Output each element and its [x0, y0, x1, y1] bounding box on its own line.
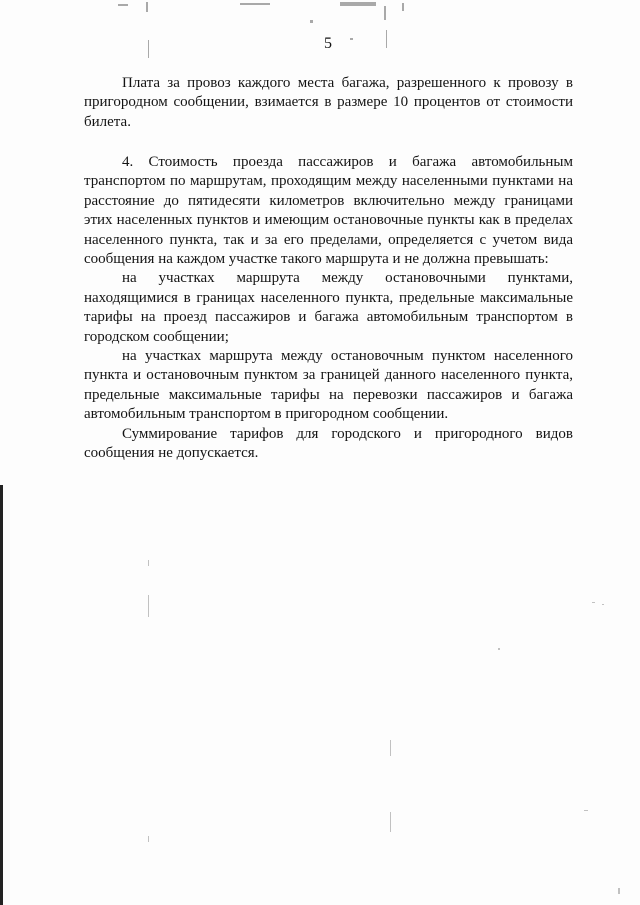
- scan-margin-bar: [0, 485, 3, 905]
- paragraph-urban-segments: на участках маршрута между остановочными пунктами, находящимися в границах населенного пункта, предельные максимальные тарифы на проезд пассажиров и багажа автомобильным транспортом в городском сообщении;: [84, 270, 573, 345]
- paragraph-baggage-fee: Плата за провоз каждого места багажа, разрешенного к провозу в пригородном сообщении, взимается в размере 10 процентов от стоимости билета.: [84, 75, 573, 130]
- paragraph-point-4: 4. Стоимость проезда пассажиров и багажа автомобильным транспортом по маршрутам, проходящим между населенными пунктами на расстояние до пятидесяти километров включительно между границами этих населенных пунктов и имеющим остановочные пункты как в пределах населенного пункта, так и за его пределами, определяется с учетом вида сообщения на каждом участке такого маршрута и не должна превышать:: [84, 154, 573, 268]
- paragraph-block-point-4: [84, 153, 573, 464]
- page-number: 5: [324, 35, 332, 52]
- paragraph-block-baggage: [84, 74, 573, 132]
- paragraph-summation-prohibited: Суммирование тарифов для городского и пригородного видов сообщения не допускается.: [84, 425, 573, 462]
- paragraph-suburban-segments: на участках маршрута между остановочным пунктом населенного пункта и остановочным пунктом за границей данного населенного пункта, предельные максимальные тарифы на перевозки пассажиров и багажа автомобильным транспортом в пригородном сообщении.: [84, 348, 573, 423]
